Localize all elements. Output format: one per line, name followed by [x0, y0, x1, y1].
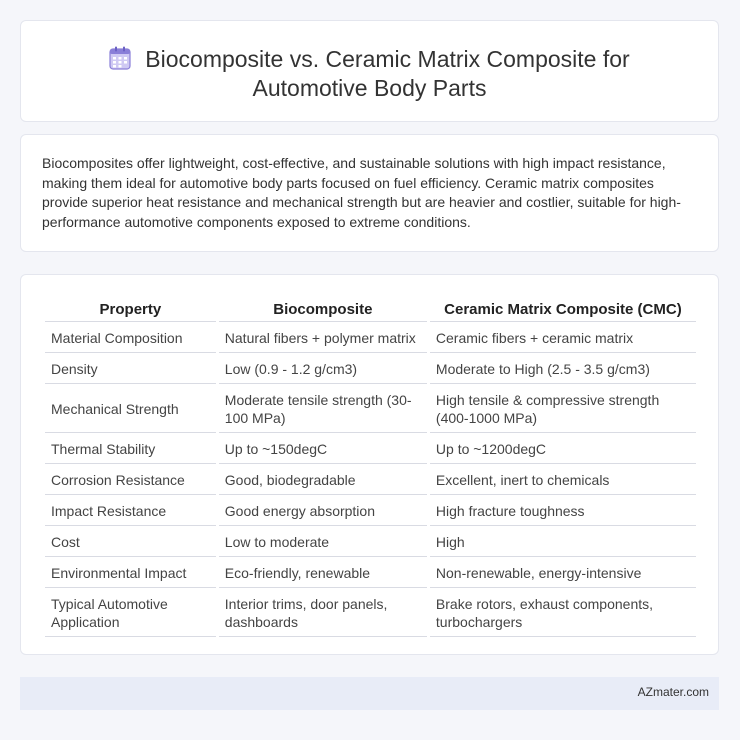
table-cell: Interior trims, door panels, dashboards	[219, 588, 427, 637]
table-cell: Good energy absorption	[219, 495, 427, 526]
table-cell: High fracture toughness	[430, 495, 696, 526]
table-cell: Up to ~1200degC	[430, 433, 696, 464]
summary-text: Biocomposites offer lightweight, cost-effective, and sustainable solutions with high impact resistance, making them ideal for automotive body parts focused on fuel efficiency. Ceramic matrix composites provide superior heat resistance and mechanical strength but are heavier and costlier, suitable for high-performance automotive components exposed to extreme conditions.	[42, 155, 681, 230]
table-row	[45, 433, 696, 464]
title-card	[20, 20, 719, 122]
table-cell: Ceramic fibers + ceramic matrix	[430, 322, 696, 353]
page-title	[21, 45, 718, 103]
table-row	[45, 557, 696, 588]
header-property: Property	[45, 296, 216, 322]
table-cell: Excellent, inert to chemicals	[430, 464, 696, 495]
table-cell: Thermal Stability	[45, 433, 216, 464]
table-row	[45, 384, 696, 433]
table-cell: Low (0.9 - 1.2 g/cm3)	[219, 353, 427, 384]
header-cmc: Ceramic Matrix Composite (CMC)	[430, 296, 696, 322]
table-row	[45, 588, 696, 637]
table-header-row	[45, 296, 696, 322]
table-cell: Density	[45, 353, 216, 384]
title-line-2: Automotive Body Parts	[252, 75, 487, 101]
footer-bar	[20, 677, 719, 710]
table-cell: Corrosion Resistance	[45, 464, 216, 495]
table-row	[45, 526, 696, 557]
table-cell: Eco-friendly, renewable	[219, 557, 427, 588]
table-cell: Low to moderate	[219, 526, 427, 557]
table-cell: Natural fibers + polymer matrix	[219, 322, 427, 353]
table-cell: Moderate tensile strength (30-100 MPa)	[219, 384, 427, 433]
header-biocomposite: Biocomposite	[219, 296, 427, 322]
table-row	[45, 322, 696, 353]
table-cell: Environmental Impact	[45, 557, 216, 588]
table-cell: Up to ~150degC	[219, 433, 427, 464]
table-cell: Brake rotors, exhaust components, turbochargers	[430, 588, 696, 637]
title-line-1: Biocomposite vs. Ceramic Matrix Composite for	[145, 46, 630, 72]
comparison-table	[42, 296, 699, 637]
table-cell: Non-renewable, energy-intensive	[430, 557, 696, 588]
footer-brand: AZmater.com	[637, 685, 709, 699]
table-row	[45, 495, 696, 526]
table-cell: Impact Resistance	[45, 495, 216, 526]
table-row	[45, 353, 696, 384]
table-cell: High tensile & compressive strength (400-1000 MPa)	[430, 384, 696, 433]
table-cell: Typical Automotive Application	[45, 588, 216, 637]
summary-card	[20, 134, 719, 252]
comparison-table-card	[20, 274, 719, 655]
table-cell: High	[430, 526, 696, 557]
table-row	[45, 464, 696, 495]
table-cell: Moderate to High (2.5 - 3.5 g/cm3)	[430, 353, 696, 384]
table-cell: Good, biodegradable	[219, 464, 427, 495]
table-cell: Mechanical Strength	[45, 384, 216, 433]
calendar-icon	[109, 46, 131, 70]
table-cell: Cost	[45, 526, 216, 557]
table-cell: Material Composition	[45, 322, 216, 353]
